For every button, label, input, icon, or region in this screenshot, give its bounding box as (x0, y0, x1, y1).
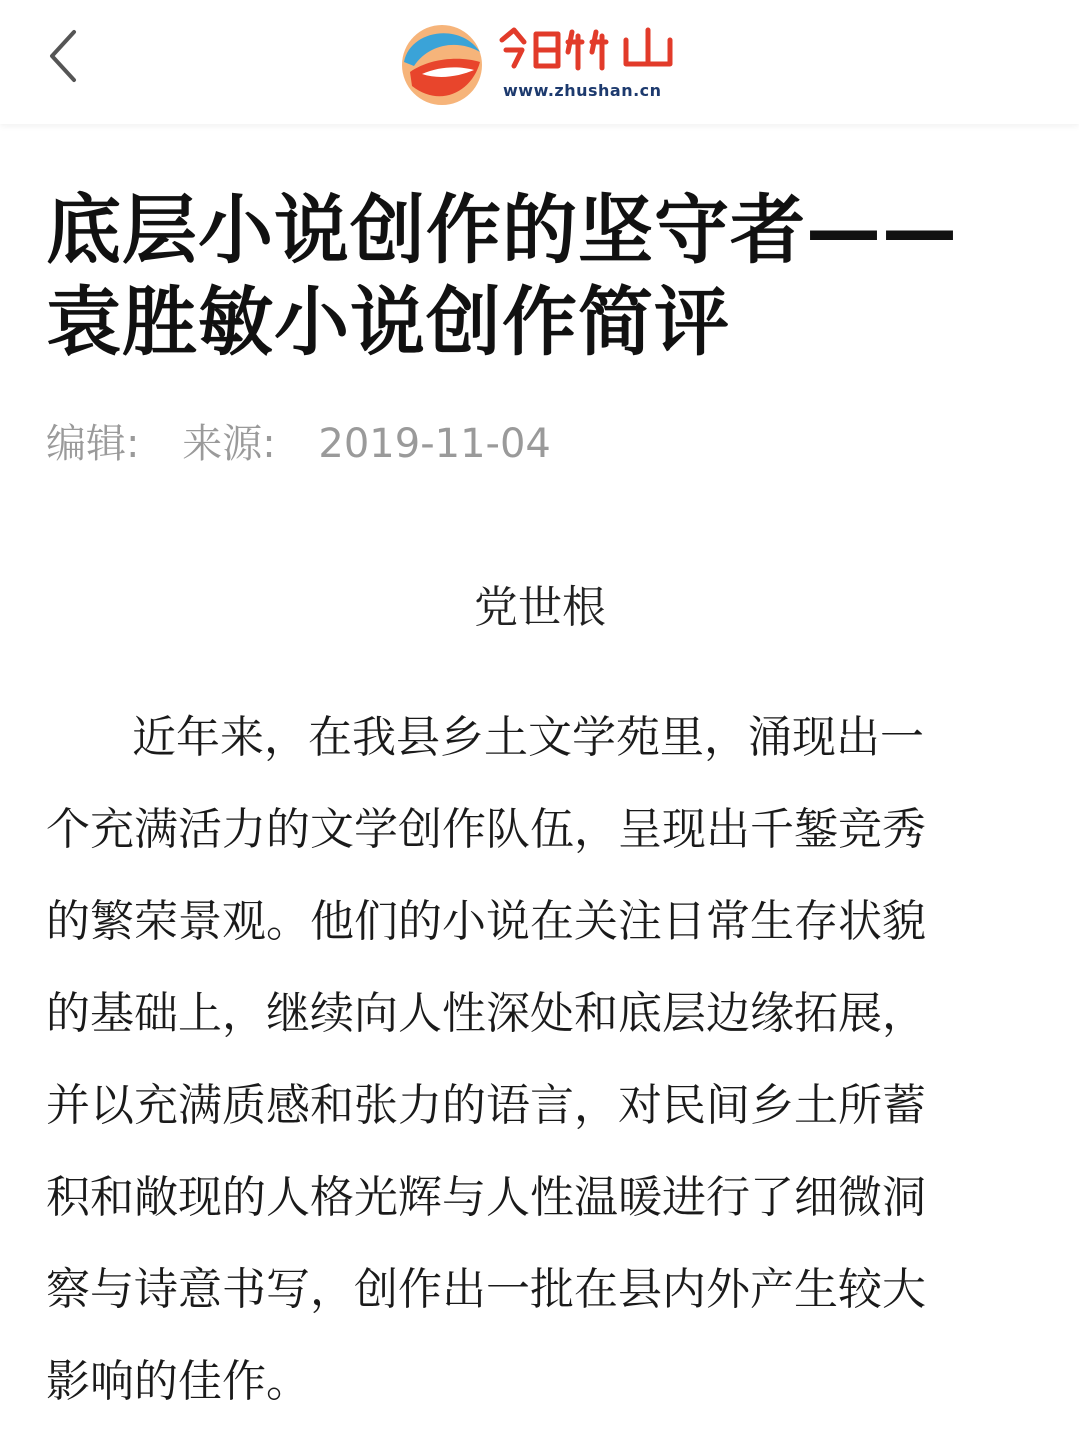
chevron-left-icon (44, 26, 84, 86)
article (46, 184, 1026, 1428)
paragraph-line: 影响的佳作。 (46, 1356, 310, 1407)
paragraph-line: 积和敞现的人格光辉与人性温暖进行了细微洞 (46, 1172, 926, 1223)
paragraph-line: 个充满活力的文学创作队伍，呈现出千錾竞秀 (46, 804, 926, 855)
paragraph-line: 察与诗意书写，创作出一批在县内外产生较大 (46, 1264, 926, 1315)
title-line-2: 袁胜敏小说创作简评 (46, 278, 731, 366)
paragraph-line: 的繁荣景观。他们的小说在关注日常生存状貌 (46, 896, 926, 947)
site-logo[interactable] (400, 22, 690, 108)
logo-url-text: www.zhushan.cn (503, 81, 662, 100)
paragraph-line: 并以充满质感和张力的语言，对民间乡土所蓄 (46, 1080, 926, 1131)
paragraph-line: 的基础上，继续向人性深处和底层边缘拓展， (46, 988, 926, 1039)
article-meta (46, 420, 1026, 468)
paragraph-line: 近年来，在我县乡土文学苑里，涌现出一 (132, 712, 924, 763)
meta-source: 来源: (182, 421, 276, 467)
meta-date: 2019-11-04 (318, 421, 551, 467)
article-title (46, 184, 1026, 368)
top-bar (0, 0, 1079, 124)
back-button[interactable] (34, 22, 94, 90)
article-paragraph (46, 692, 1026, 1428)
article-author: 党世根 (474, 582, 606, 633)
meta-editor: 编辑: (46, 421, 140, 467)
title-line-1: 底层小说创作的坚守者—— (46, 186, 959, 274)
